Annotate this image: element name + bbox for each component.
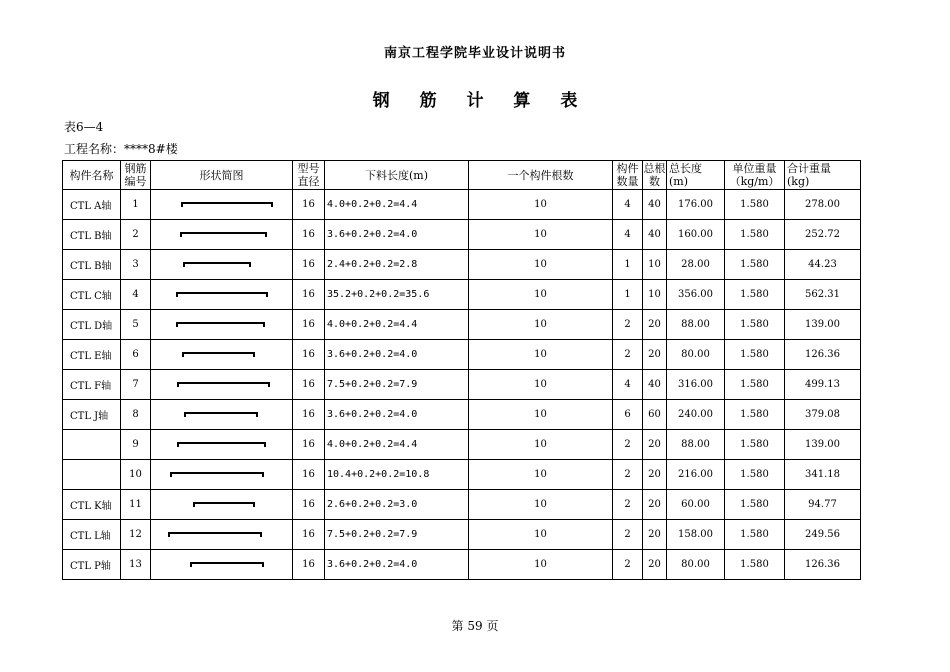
cell-total-length: 88.00	[667, 430, 725, 460]
cell-diameter: 16	[293, 310, 325, 340]
cell-total-count: 60	[643, 400, 667, 430]
cell-total-weight: 562.31	[785, 280, 861, 310]
cell-length: 10.4+0.2+0.2=10.8	[325, 460, 469, 490]
cell-total-weight: 499.13	[785, 370, 861, 400]
rebar-shape-sketch	[183, 262, 251, 267]
cell-component: CTL A轴	[63, 190, 121, 220]
cell-total-count: 20	[643, 340, 667, 370]
rebar-shape-sketch	[177, 442, 266, 447]
cell-total-weight: 278.00	[785, 190, 861, 220]
cell-shape	[151, 370, 293, 400]
cell-total-length: 60.00	[667, 490, 725, 520]
rebar-shape-sketch	[190, 562, 264, 567]
cell-per-count: 10	[469, 460, 613, 490]
document-header: 南京工程学院毕业设计说明书	[383, 46, 566, 61]
cell-comp-qty: 2	[613, 340, 643, 370]
rebar-shape-sketch	[180, 232, 267, 237]
cell-total-length: 158.00	[667, 520, 725, 550]
cell-total-count: 20	[643, 490, 667, 520]
cell-component: CTL J轴	[63, 400, 121, 430]
cell-shape	[151, 250, 293, 280]
cell-unit-weight: 1.580	[725, 280, 785, 310]
cell-per-count: 10	[469, 190, 613, 220]
col-length: 下料长度(m)	[325, 161, 469, 190]
cell-bar-no: 4	[121, 280, 151, 310]
cell-length: 2.6+0.2+0.2=3.0	[325, 490, 469, 520]
cell-unit-weight: 1.580	[725, 310, 785, 340]
cell-total-weight: 341.18	[785, 460, 861, 490]
cell-comp-qty: 2	[613, 430, 643, 460]
cell-total-weight: 252.72	[785, 220, 861, 250]
cell-unit-weight: 1.580	[725, 520, 785, 550]
cell-shape	[151, 430, 293, 460]
cell-diameter: 16	[293, 190, 325, 220]
cell-per-count: 10	[469, 400, 613, 430]
cell-component: CTL B轴	[63, 220, 121, 250]
cell-shape	[151, 460, 293, 490]
cell-diameter: 16	[293, 520, 325, 550]
cell-comp-qty: 6	[613, 400, 643, 430]
cell-shape	[151, 310, 293, 340]
cell-length: 3.6+0.2+0.2=4.0	[325, 340, 469, 370]
cell-bar-no: 2	[121, 220, 151, 250]
cell-unit-weight: 1.580	[725, 250, 785, 280]
cell-component: CTL E轴	[63, 340, 121, 370]
cell-shape	[151, 400, 293, 430]
cell-comp-qty: 4	[613, 220, 643, 250]
col-total-count: 总根 数	[643, 162, 666, 188]
cell-shape	[151, 280, 293, 310]
table-row	[63, 250, 861, 280]
cell-component	[63, 460, 121, 490]
rebar-shape-sketch	[176, 322, 265, 327]
cell-comp-qty: 2	[613, 550, 643, 580]
cell-comp-qty: 2	[613, 310, 643, 340]
cell-per-count: 10	[469, 550, 613, 580]
cell-diameter: 16	[293, 430, 325, 460]
table-row	[63, 490, 861, 520]
table-row	[63, 190, 861, 220]
cell-per-count: 10	[469, 280, 613, 310]
cell-bar-no: 1	[121, 190, 151, 220]
table-number: 表6—4	[64, 120, 104, 134]
cell-component	[63, 430, 121, 460]
page-title: 钢 筋 计 算 表	[372, 91, 578, 111]
cell-component: CTL B轴	[63, 250, 121, 280]
rebar-shape-sketch	[168, 532, 262, 537]
cell-component: CTL K轴	[63, 490, 121, 520]
cell-bar-no: 6	[121, 340, 151, 370]
cell-unit-weight: 1.580	[725, 430, 785, 460]
cell-per-count: 10	[469, 370, 613, 400]
cell-total-length: 176.00	[667, 190, 725, 220]
table-header-row	[63, 161, 861, 190]
cell-length: 3.6+0.2+0.2=4.0	[325, 400, 469, 430]
rebar-shape-sketch	[177, 382, 270, 387]
cell-length: 4.0+0.2+0.2=4.4	[325, 190, 469, 220]
cell-total-length: 88.00	[667, 310, 725, 340]
cell-component: CTL C轴	[63, 280, 121, 310]
rebar-shape-sketch	[193, 502, 255, 507]
cell-total-weight: 126.36	[785, 340, 861, 370]
project-name: 工程名称：****8#楼	[64, 142, 178, 156]
col-component: 构件名称	[63, 161, 121, 190]
cell-bar-no: 8	[121, 400, 151, 430]
cell-per-count: 10	[469, 520, 613, 550]
cell-total-weight: 139.00	[785, 430, 861, 460]
cell-diameter: 16	[293, 400, 325, 430]
col-bar-no: 钢筋 编号	[121, 161, 151, 190]
col-per-count: 一个构件根数	[469, 161, 613, 190]
cell-total-weight: 44.23	[785, 250, 861, 280]
col-unit-weight: 单位重量 （kg/m）	[725, 161, 785, 190]
cell-shape	[151, 190, 293, 220]
cell-component: CTL P轴	[63, 550, 121, 580]
cell-length: 2.4+0.2+0.2=2.8	[325, 250, 469, 280]
cell-bar-no: 7	[121, 370, 151, 400]
table-row	[63, 520, 861, 550]
cell-diameter: 16	[293, 490, 325, 520]
cell-total-count: 20	[643, 310, 667, 340]
cell-per-count: 10	[469, 250, 613, 280]
table-row	[63, 430, 861, 460]
cell-length: 4.0+0.2+0.2=4.4	[325, 310, 469, 340]
cell-bar-no: 12	[121, 520, 151, 550]
cell-total-length: 240.00	[667, 400, 725, 430]
cell-unit-weight: 1.580	[725, 400, 785, 430]
cell-total-weight: 249.56	[785, 520, 861, 550]
cell-per-count: 10	[469, 430, 613, 460]
cell-total-count: 40	[643, 190, 667, 220]
cell-component: CTL F轴	[63, 370, 121, 400]
col-shape: 形状简图	[151, 161, 293, 190]
cell-shape	[151, 490, 293, 520]
cell-total-length: 216.00	[667, 460, 725, 490]
table-row	[63, 370, 861, 400]
cell-shape	[151, 550, 293, 580]
cell-comp-qty: 1	[613, 280, 643, 310]
table-row	[63, 220, 861, 250]
cell-length: 35.2+0.2+0.2=35.6	[325, 280, 469, 310]
page-footer: 第 59 页	[451, 619, 499, 633]
cell-total-weight: 126.36	[785, 550, 861, 580]
cell-total-count: 10	[643, 250, 667, 280]
rebar-shape-sketch	[176, 292, 268, 297]
cell-diameter: 16	[293, 340, 325, 370]
cell-bar-no: 10	[121, 460, 151, 490]
col-comp-qty: 构件 数量	[613, 161, 643, 190]
cell-total-count: 10	[643, 280, 667, 310]
rebar-shape-sketch	[184, 412, 258, 417]
cell-bar-no: 9	[121, 430, 151, 460]
cell-comp-qty: 2	[613, 490, 643, 520]
col-diameter: 型号 直径	[293, 161, 325, 190]
cell-total-count: 20	[643, 430, 667, 460]
rebar-shape-sketch	[182, 352, 255, 357]
cell-per-count: 10	[469, 310, 613, 340]
cell-length: 7.5+0.2+0.2=7.9	[325, 520, 469, 550]
table-row	[63, 280, 861, 310]
cell-total-count: 20	[643, 550, 667, 580]
cell-unit-weight: 1.580	[725, 460, 785, 490]
cell-per-count: 10	[469, 220, 613, 250]
cell-length: 7.5+0.2+0.2=7.9	[325, 370, 469, 400]
cell-total-weight: 379.08	[785, 400, 861, 430]
cell-per-count: 10	[469, 340, 613, 370]
col-total-weight: 合计重量 (kg)	[785, 161, 861, 190]
table-row	[63, 400, 861, 430]
cell-unit-weight: 1.580	[725, 340, 785, 370]
rebar-shape-sketch	[170, 472, 264, 477]
cell-total-length: 316.00	[667, 370, 725, 400]
cell-length: 3.6+0.2+0.2=4.0	[325, 220, 469, 250]
cell-comp-qty: 4	[613, 190, 643, 220]
cell-total-length: 80.00	[667, 340, 725, 370]
cell-total-length: 28.00	[667, 250, 725, 280]
cell-total-length: 160.00	[667, 220, 725, 250]
cell-length: 3.6+0.2+0.2=4.0	[325, 550, 469, 580]
cell-per-count: 10	[469, 490, 613, 520]
cell-comp-qty: 1	[613, 250, 643, 280]
cell-unit-weight: 1.580	[725, 490, 785, 520]
cell-diameter: 16	[293, 250, 325, 280]
cell-total-length: 80.00	[667, 550, 725, 580]
cell-unit-weight: 1.580	[725, 550, 785, 580]
cell-total-length: 356.00	[667, 280, 725, 310]
rebar-shape-sketch	[181, 202, 273, 207]
cell-shape	[151, 340, 293, 370]
cell-unit-weight: 1.580	[725, 220, 785, 250]
cell-total-weight: 94.77	[785, 490, 861, 520]
cell-total-weight: 139.00	[785, 310, 861, 340]
table-row	[63, 460, 861, 490]
cell-diameter: 16	[293, 460, 325, 490]
table-row	[63, 340, 861, 370]
cell-unit-weight: 1.580	[725, 370, 785, 400]
cell-comp-qty: 4	[613, 370, 643, 400]
cell-total-count: 20	[643, 460, 667, 490]
table-row	[63, 310, 861, 340]
cell-total-count: 40	[643, 370, 667, 400]
cell-comp-qty: 2	[613, 460, 643, 490]
cell-shape	[151, 220, 293, 250]
cell-diameter: 16	[293, 280, 325, 310]
rebar-table	[62, 160, 861, 580]
table-row	[63, 550, 861, 580]
cell-bar-no: 5	[121, 310, 151, 340]
cell-component: CTL L轴	[63, 520, 121, 550]
col-total-length: 总长度 (m)	[667, 161, 725, 190]
cell-bar-no: 3	[121, 250, 151, 280]
cell-comp-qty: 2	[613, 520, 643, 550]
cell-length: 4.0+0.2+0.2=4.4	[325, 430, 469, 460]
cell-bar-no: 11	[121, 490, 151, 520]
cell-shape	[151, 520, 293, 550]
cell-total-count: 20	[643, 520, 667, 550]
cell-diameter: 16	[293, 550, 325, 580]
cell-component: CTL D轴	[63, 310, 121, 340]
cell-diameter: 16	[293, 220, 325, 250]
cell-bar-no: 13	[121, 550, 151, 580]
cell-diameter: 16	[293, 370, 325, 400]
cell-unit-weight: 1.580	[725, 190, 785, 220]
cell-total-count: 40	[643, 220, 667, 250]
